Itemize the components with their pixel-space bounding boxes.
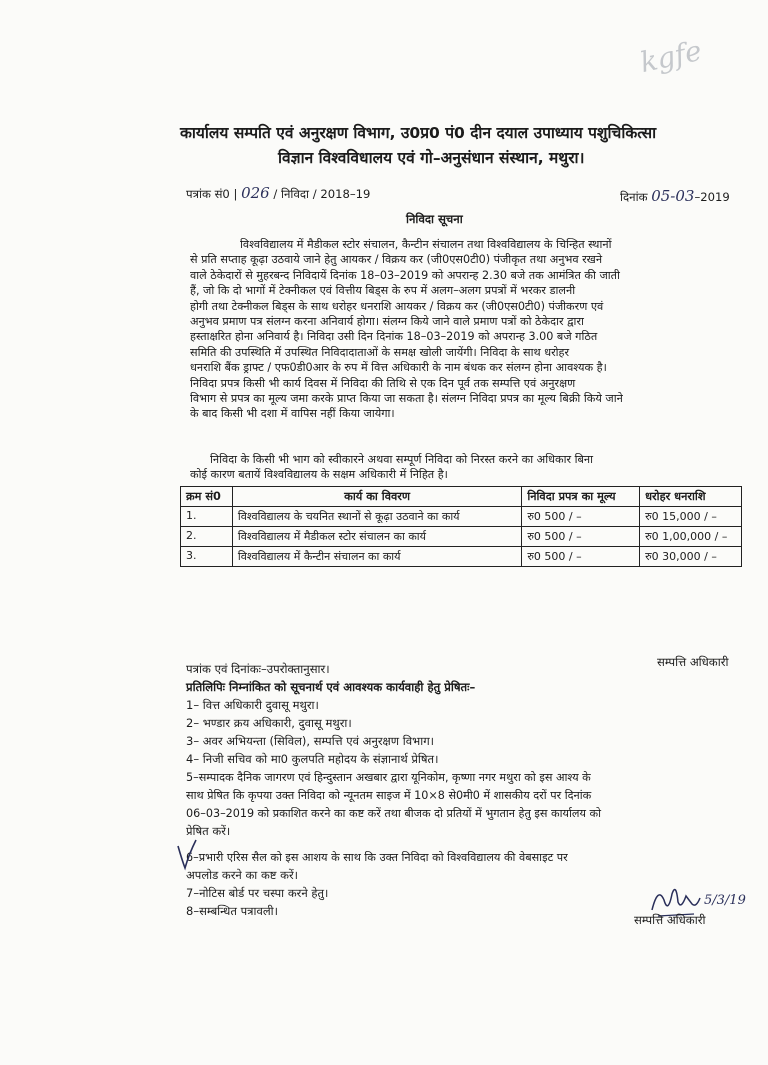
- reference-handwritten-number: 026: [241, 184, 270, 202]
- body-line: से प्रति सप्ताह कूढ़ा उठवाये जाने हेतु आयकर / विक्रय कर (जी0एस0टी0) पंजीकृत तथा अनुभव रखने: [190, 253, 603, 267]
- signature-date: 5/3/19: [704, 893, 746, 908]
- table-header-row: [181, 487, 742, 507]
- cell-serial: 1.: [181, 507, 233, 527]
- cell-serial: 3.: [181, 547, 233, 567]
- office-header-line1: कार्यालय सम्पति एवं अनुरक्षण विभाग, उ0प्र0 पं0 दीन दयाल उपाध्याय पशुचिकित्सा: [180, 124, 657, 142]
- table-row: [181, 547, 742, 567]
- copy-item: 06–03–2019 को प्रकाशित करने का कष्ट करें तथा बीजक दो प्रतियों में भुगतान हेतु इस कार्यालय को: [186, 807, 602, 820]
- body-line: निविदा प्रपत्र किसी भी कार्य दिवस में निविदा की तिथि से एक दिन पूर्व तक सम्पत्ति एवं अनुरक्षण: [190, 376, 576, 390]
- copy-item: 6–प्रभारी एरिस सैल को इस आशय के साथ कि उक्त निविदा को विश्वविद्यालय की वेबसाइट पर: [186, 851, 568, 864]
- copy-item: साथ प्रेषित कि कृपया उक्त निविदा को न्यूनतम साइज में 10×8 से0मी0 में शासकीय दरों पर दिनांक: [186, 789, 592, 802]
- margin-note: kgfe: [637, 33, 705, 80]
- reference-date: [620, 187, 730, 205]
- copy-item: प्रेषित करें।: [186, 824, 231, 838]
- notice-body: [190, 237, 755, 422]
- copy-item: 1– वित्त अधिकारी दुवासू मथुरा।: [186, 698, 319, 712]
- copy-item: 4– निजी सचिव को मा0 कुलपति महोदय के संज्ञानार्थ प्रेषित।: [186, 752, 439, 766]
- copy-item: 5–सम्पादक दैनिक जागरण एवं हिन्दुस्तान अखबार द्वारा यूनिकोम, कृष्णा नगर मथुरा को इस आश्य के: [186, 771, 591, 784]
- cell-description: विश्वविद्यालय में मैडीकल स्टोर संचालन का कार्य: [232, 527, 521, 547]
- col-header-description: कार्य का विवरण: [232, 487, 521, 507]
- rights-line: निविदा के किसी भी भाग को स्वीकारने अथवा सम्पूर्ण निविदा को निरस्त करने का अधिकार बिना: [210, 453, 594, 466]
- rights-line: कोई कारण बतायें विश्वविद्यालय के सक्षम अधिकारी में निहित है।: [190, 468, 448, 482]
- body-line: धनराशि बैंक ड्राफ्ट / एफ0डी0आर के रुप में वित्त अधिकारी के नाम बंधक कर संलग्न होना आवश्यक है।: [190, 361, 607, 375]
- col-header-earnest-money: धरोहर धनराशि: [640, 487, 742, 507]
- reference-number: [186, 184, 370, 202]
- body-line: वाले ठेकेदारों से मुहरबन्द निविदायें दिनांक 18–03–2019 को अपरान्ह 2.30 बजे तक आमंत्रित की जाती: [190, 268, 620, 282]
- signatory-title: सम्पत्ति अधिकारी: [657, 655, 729, 669]
- cell-serial: 2.: [181, 527, 233, 547]
- signatory-title-2: सम्पत्ति अधिकारी: [634, 913, 706, 927]
- cell-earnest-money: रु0 1,00,000 / –: [640, 527, 742, 547]
- copy-item: 2– भण्डार क्रय अधिकारी, दुवासू मथुरा।: [186, 716, 352, 730]
- body-line: होगी तथा टेक्नीकल बिड्स के साथ धरोहर धनराशि आयकर / विक्रय कर (जी0एस0टी0) पंजीकरण एवं: [190, 299, 604, 313]
- body-line: विभाग से प्रपत्र का मूल्य जमा करके प्राप्त किया जा सकता है। संलग्न निविदा प्रपत्र का मूल्य बिक्री किये जाने: [190, 392, 623, 406]
- cell-form-price: रु0 500 / –: [522, 547, 640, 567]
- copy-item: 3– अवर अभियन्ता (सिविल), सम्पत्ति एवं अनुरक्षण विभाग।: [186, 734, 435, 748]
- copy-item: अपलोड करने का कष्ट करें।: [186, 868, 299, 882]
- cell-description: विश्वविद्यालय के चयनित स्थानों से कूढ़ा उठवाने का कार्य: [232, 507, 521, 527]
- body-line: के बाद किसी भी दशा में वापिस नहीं किया जायेगा।: [190, 407, 395, 421]
- body-line: विश्वविद्यालय में मैडीकल स्टोर संचालन, कैन्टीन संचालन तथा विश्वविद्यालय के चिन्हित स्थानों: [240, 238, 612, 251]
- col-header-serial: क्रम सं0: [181, 487, 233, 507]
- date-handwritten: 05-03: [651, 187, 695, 205]
- cell-earnest-money: रु0 30,000 / –: [640, 547, 742, 567]
- copy-to-heading: प्रतिलिपिः निम्नांकित को सूचनार्थ एवं आवश्यक कार्यवाही हेतु प्रेषितः–: [186, 680, 476, 694]
- notice-title: निविदा सूचना: [406, 212, 463, 226]
- col-header-form-price: निविदा प्रपत्र का मूल्य: [522, 487, 640, 507]
- body-line: हैं, जो कि दो भागों में टेक्नीकल एवं वित्तीय बिड्स के रुप में अलग–अलग प्रपत्रों में भरकर डालनी: [190, 284, 576, 298]
- reference-and-date: पत्रांक एवं दिनांकः–उपरोक्तानुसार।: [186, 662, 330, 676]
- cell-description: विश्वविद्यालय में कैन्टीन संचालन का कार्य: [232, 547, 521, 567]
- cell-earnest-money: रु0 15,000 / –: [640, 507, 742, 527]
- notice-rights-paragraph: [190, 452, 755, 483]
- cell-form-price: रु0 500 / –: [522, 507, 640, 527]
- office-header-line2: विज्ञान विश्वविधालय एवं गो–अनुसंधान संस्थान, मथुरा।: [278, 149, 585, 167]
- cell-form-price: रु0 500 / –: [522, 527, 640, 547]
- copy-item: 7–नोटिस बोर्ड पर चस्पा करने हेतु।: [186, 886, 329, 900]
- tick-mark-icon: [176, 838, 198, 872]
- body-line: अनुभव प्रमाण पत्र संलग्न करना अनिवार्य होगा। संलग्न किये जाने वाले प्रमाण पत्रों को ठेकेदार द्वारा: [190, 315, 584, 329]
- body-line: समिति की उपस्थिति में उपस्थित निविदादाताओं के समक्ष खोली जायेंगी। निविदा के साथ धरोहर: [190, 345, 570, 359]
- body-line: हस्ताक्षरित होना अनिवार्य है। निविदा उसी दिन दिनांक 18–03–2019 को अपरान्ह 3.00 बजे गठित: [190, 330, 598, 344]
- date-year: –2019: [694, 190, 730, 204]
- table-row: [181, 507, 742, 527]
- date-label: दिनांक: [620, 190, 648, 204]
- reference-prefix: पत्रांक सं0 |: [186, 187, 238, 201]
- reference-suffix: / निविदा / 2018–19: [273, 187, 371, 201]
- table-row: [181, 527, 742, 547]
- copy-item: 8–सम्बन्धित पत्रावली।: [186, 904, 278, 918]
- tender-table: [180, 486, 742, 567]
